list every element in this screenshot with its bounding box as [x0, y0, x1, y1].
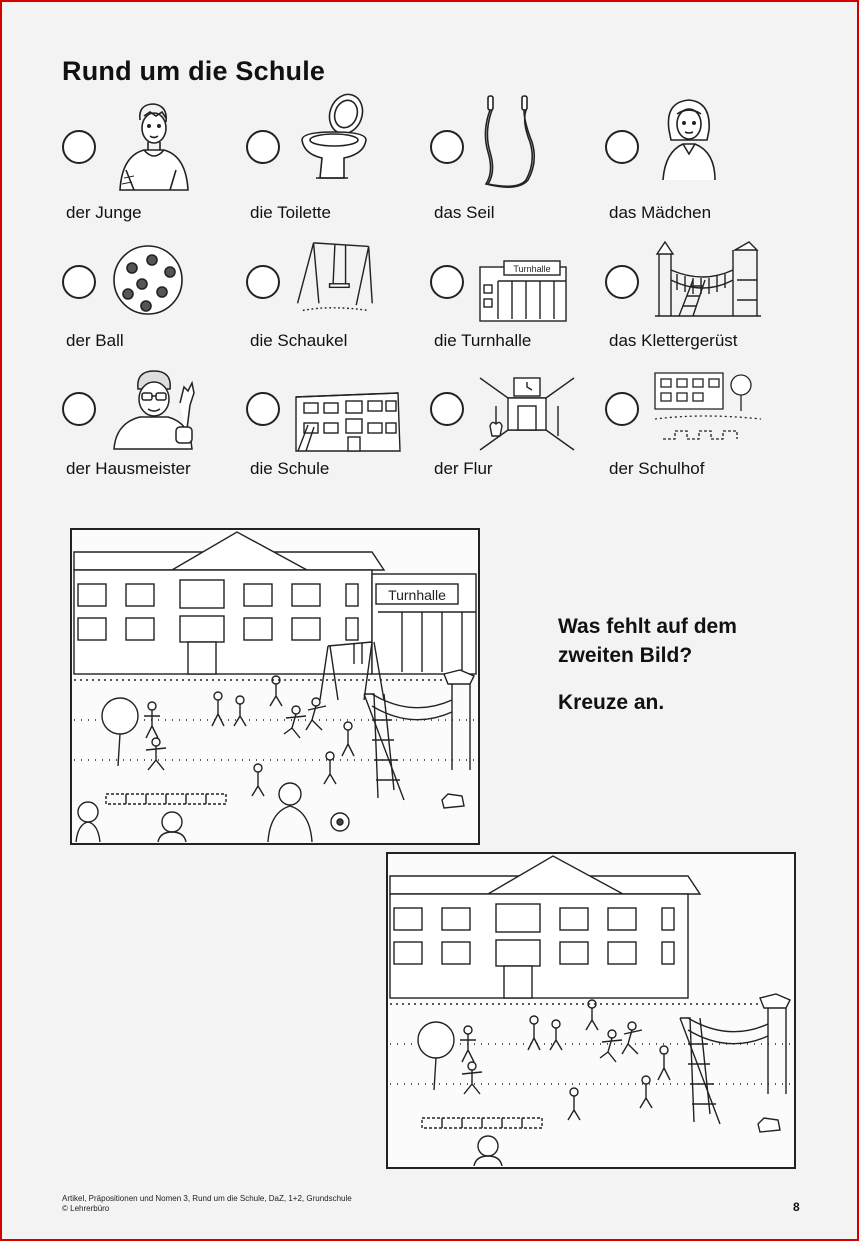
boy-icon	[110, 100, 190, 196]
caretaker-icon	[110, 362, 202, 458]
checkbox-circle[interactable]	[430, 265, 464, 299]
vocab-item-flur	[430, 356, 610, 476]
vocab-word: der Flur	[434, 459, 493, 478]
page-title: Rund um die Schule	[62, 56, 326, 86]
checkbox-circle[interactable]	[246, 392, 280, 426]
vocab-item-hausmeister	[62, 356, 242, 476]
vocab-word: die Toilette	[250, 203, 331, 222]
vocab-item-seil	[430, 100, 610, 220]
task-question-line2: zweiten Bild?	[558, 644, 693, 667]
task-instruction: Kreuze an.	[558, 691, 665, 714]
toilet-icon	[294, 92, 374, 188]
vocab-word: der Schulhof	[609, 459, 705, 478]
footer-credits	[62, 1194, 352, 1214]
vocab-item-ball	[62, 228, 242, 348]
swing-icon	[294, 234, 374, 330]
checkbox-circle[interactable]	[430, 130, 464, 164]
footer-source: Artikel, Präpositionen und Nomen 3, Rund um die Schule, DaZ, 1+2, Grundschule	[62, 1194, 352, 1203]
checkbox-circle[interactable]	[430, 392, 464, 426]
vocab-item-junge	[62, 100, 242, 220]
climbing-frame-icon	[653, 232, 763, 328]
vocab-item-schulhof	[605, 356, 785, 476]
checkbox-circle[interactable]	[62, 130, 96, 164]
vocab-word: das Seil	[434, 203, 495, 222]
hallway-icon	[478, 366, 576, 462]
vocab-word: die Schule	[250, 459, 330, 478]
gym-icon	[478, 244, 568, 340]
vocab-item-maedchen	[605, 100, 785, 220]
svg-text:Turnhalle: Turnhalle	[513, 264, 551, 274]
vocab-word: das Klettergerüst	[609, 331, 738, 350]
svg-text:Turnhalle: Turnhalle	[388, 587, 446, 603]
footer-copyright: © Lehrerbüro	[62, 1204, 110, 1213]
vocab-word: die Turnhalle	[434, 331, 532, 350]
scene-picture-second	[386, 852, 796, 1169]
schoolyard-scene-illustration-second	[388, 854, 794, 1167]
ball-icon	[110, 238, 190, 334]
vocab-item-toilette	[246, 100, 426, 220]
schoolyard-scene-illustration	[72, 530, 478, 843]
vocab-word: der Hausmeister	[66, 459, 191, 478]
vocab-item-klettergeruest	[605, 228, 785, 348]
vocab-item-schule	[246, 356, 426, 476]
vocab-word: die Schaukel	[250, 331, 348, 350]
page-number: 8	[793, 1200, 800, 1214]
jump-rope-icon	[478, 92, 558, 188]
schoolyard-icon	[653, 362, 763, 458]
vocab-word: der Ball	[66, 331, 124, 350]
checkbox-circle[interactable]	[605, 392, 639, 426]
vocab-item-schaukel	[246, 228, 426, 348]
checkbox-circle[interactable]	[605, 130, 639, 164]
vocab-word: das Mädchen	[609, 203, 712, 222]
task-instructions	[558, 612, 818, 717]
task-question-line1: Was fehlt auf dem	[558, 615, 737, 638]
scene-picture-first	[70, 528, 480, 845]
checkbox-circle[interactable]	[62, 392, 96, 426]
girl-icon	[653, 96, 733, 192]
checkbox-circle[interactable]	[605, 265, 639, 299]
checkbox-circle[interactable]	[62, 265, 96, 299]
checkbox-circle[interactable]	[246, 265, 280, 299]
vocab-item-turnhalle	[430, 228, 610, 348]
checkbox-circle[interactable]	[246, 130, 280, 164]
vocab-word: der Junge	[66, 203, 142, 222]
school-icon	[294, 372, 402, 468]
